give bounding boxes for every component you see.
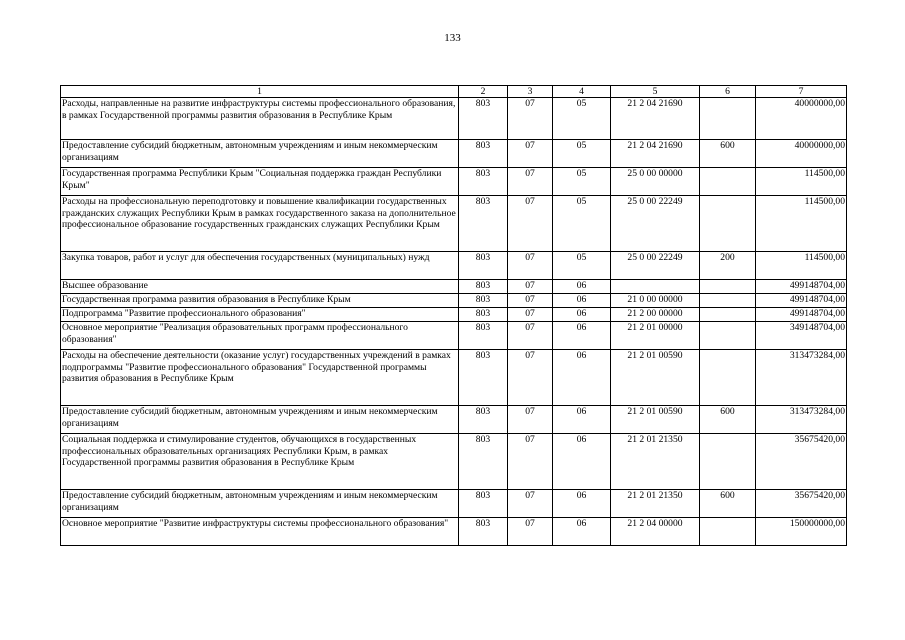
table-row <box>61 518 847 546</box>
expense-type-cell: 600 <box>700 490 756 518</box>
target-article-cell: 21 2 01 00000 <box>611 322 700 350</box>
row-name-cell: Социальная поддержка и стимулирование студентов, обучающихся в государственных профессиональных образовательных организациях Республики Крым, в рамках Государственной программы развития образования в Республике Крым <box>61 434 459 490</box>
amount-cell: 349148704,00 <box>756 322 847 350</box>
ministry-code-cell: 803 <box>459 252 508 280</box>
table-row <box>61 280 847 294</box>
target-article-cell: 21 2 01 00590 <box>611 406 700 434</box>
section-code-cell: 07 <box>508 168 553 196</box>
amount-cell: 313473284,00 <box>756 406 847 434</box>
target-article-cell: 21 2 01 21350 <box>611 434 700 490</box>
table-row <box>61 350 847 406</box>
expense-type-cell <box>700 434 756 490</box>
ministry-code-cell: 803 <box>459 406 508 434</box>
amount-cell: 114500,00 <box>756 168 847 196</box>
ministry-code-cell: 803 <box>459 350 508 406</box>
subsection-code-cell: 06 <box>553 518 611 546</box>
expense-type-cell <box>700 280 756 294</box>
row-name-cell: Расходы, направленные на развитие инфраструктуры системы профессионального образования, в рамках Государственной программы развития образования в Республике Крым <box>61 98 459 140</box>
row-name-cell: Закупка товаров, работ и услуг для обеспечения государственных (муниципальных) нужд <box>61 252 459 280</box>
subsection-code-cell: 05 <box>553 196 611 252</box>
expense-type-cell: 600 <box>700 406 756 434</box>
table-row <box>61 434 847 490</box>
row-name-cell: Государственная программа развития образования в Республике Крым <box>61 294 459 308</box>
section-code-cell: 07 <box>508 98 553 140</box>
section-code-cell: 07 <box>508 322 553 350</box>
amount-cell: 150000000,00 <box>756 518 847 546</box>
amount-cell: 35675420,00 <box>756 490 847 518</box>
ministry-code-cell: 803 <box>459 490 508 518</box>
row-name-cell: Государственная программа Республики Крым "Социальная поддержка граждан Республики Крым" <box>61 168 459 196</box>
section-code-cell: 07 <box>508 196 553 252</box>
table-row <box>61 294 847 308</box>
amount-cell: 499148704,00 <box>756 294 847 308</box>
row-name-cell: Основное мероприятие "Реализация образовательных программ профессионального образования" <box>61 322 459 350</box>
expense-type-cell <box>700 98 756 140</box>
row-name-cell: Предоставление субсидий бюджетным, автономным учреждениям и иным некоммерческим организациям <box>61 490 459 518</box>
amount-cell: 40000000,00 <box>756 140 847 168</box>
target-article-cell: 21 2 01 21350 <box>611 490 700 518</box>
table-row <box>61 406 847 434</box>
header-row <box>61 86 847 98</box>
subsection-code-cell: 05 <box>553 98 611 140</box>
amount-cell: 499148704,00 <box>756 280 847 294</box>
expense-type-cell <box>700 518 756 546</box>
row-name-cell: Высшее образование <box>61 280 459 294</box>
ministry-code-cell: 803 <box>459 168 508 196</box>
column-header: 3 <box>508 86 553 98</box>
amount-cell: 40000000,00 <box>756 98 847 140</box>
table-row <box>61 98 847 140</box>
target-article-cell: 25 0 00 00000 <box>611 168 700 196</box>
row-name-cell: Расходы на обеспечение деятельности (оказание услуг) государственных учреждений в рамках подпрограммы "Развитие профессионального образования" Государственной программы развития образования в Республике Крым <box>61 350 459 406</box>
row-name-cell: Основное мероприятие "Развитие инфраструктуры системы профессионального образования" <box>61 518 459 546</box>
section-code-cell: 07 <box>508 350 553 406</box>
ministry-code-cell: 803 <box>459 280 508 294</box>
row-name-cell: Подпрограмма "Развитие профессионального образования" <box>61 308 459 322</box>
table-row <box>61 490 847 518</box>
ministry-code-cell: 803 <box>459 140 508 168</box>
section-code-cell: 07 <box>508 294 553 308</box>
budget-table <box>60 85 847 546</box>
subsection-code-cell: 06 <box>553 434 611 490</box>
column-header: 5 <box>611 86 700 98</box>
column-header: 2 <box>459 86 508 98</box>
target-article-cell: 21 2 04 00000 <box>611 518 700 546</box>
table-row <box>61 140 847 168</box>
column-header: 6 <box>700 86 756 98</box>
section-code-cell: 07 <box>508 406 553 434</box>
ministry-code-cell: 803 <box>459 98 508 140</box>
subsection-code-cell: 05 <box>553 168 611 196</box>
ministry-code-cell: 803 <box>459 196 508 252</box>
target-article-cell: 21 2 00 00000 <box>611 308 700 322</box>
ministry-code-cell: 803 <box>459 322 508 350</box>
subsection-code-cell: 05 <box>553 140 611 168</box>
subsection-code-cell: 05 <box>553 252 611 280</box>
ministry-code-cell: 803 <box>459 434 508 490</box>
table-row <box>61 196 847 252</box>
row-name-cell: Предоставление субсидий бюджетным, автономным учреждениям и иным некоммерческим организациям <box>61 406 459 434</box>
page-number: 133 <box>444 32 461 44</box>
ministry-code-cell: 803 <box>459 308 508 322</box>
expense-type-cell <box>700 196 756 252</box>
target-article-cell: 21 2 04 21690 <box>611 140 700 168</box>
column-header: 1 <box>61 86 459 98</box>
section-code-cell: 07 <box>508 490 553 518</box>
section-code-cell: 07 <box>508 280 553 294</box>
subsection-code-cell: 06 <box>553 294 611 308</box>
expense-type-cell <box>700 322 756 350</box>
amount-cell: 35675420,00 <box>756 434 847 490</box>
target-article-cell: 21 2 04 21690 <box>611 98 700 140</box>
expense-type-cell <box>700 350 756 406</box>
table-row <box>61 308 847 322</box>
column-header: 7 <box>756 86 847 98</box>
expense-type-cell <box>700 308 756 322</box>
subsection-code-cell: 06 <box>553 280 611 294</box>
target-article-cell: 25 0 00 22249 <box>611 252 700 280</box>
expense-type-cell: 600 <box>700 140 756 168</box>
amount-cell: 313473284,00 <box>756 350 847 406</box>
amount-cell: 114500,00 <box>756 252 847 280</box>
section-code-cell: 07 <box>508 308 553 322</box>
section-code-cell: 07 <box>508 140 553 168</box>
subsection-code-cell: 06 <box>553 322 611 350</box>
column-header: 4 <box>553 86 611 98</box>
target-article-cell: 25 0 00 22249 <box>611 196 700 252</box>
ministry-code-cell: 803 <box>459 294 508 308</box>
section-code-cell: 07 <box>508 518 553 546</box>
subsection-code-cell: 06 <box>553 406 611 434</box>
subsection-code-cell: 06 <box>553 490 611 518</box>
amount-cell: 114500,00 <box>756 196 847 252</box>
expense-type-cell <box>700 294 756 308</box>
table-row <box>61 322 847 350</box>
subsection-code-cell: 06 <box>553 308 611 322</box>
expense-type-cell: 200 <box>700 252 756 280</box>
subsection-code-cell: 06 <box>553 350 611 406</box>
target-article-cell: 21 2 01 00590 <box>611 350 700 406</box>
section-code-cell: 07 <box>508 434 553 490</box>
target-article-cell <box>611 280 700 294</box>
table-row <box>61 252 847 280</box>
row-name-cell: Предоставление субсидий бюджетным, автономным учреждениям и иным некоммерческим организациям <box>61 140 459 168</box>
section-code-cell: 07 <box>508 252 553 280</box>
row-name-cell: Расходы на профессиональную переподготовку и повышение квалификации государственных гражданских служащих Республики Крым в рамках государственного заказа на дополнительное профессиональное образование государственных гражданских служащих Республики Крым <box>61 196 459 252</box>
target-article-cell: 21 0 00 00000 <box>611 294 700 308</box>
expense-type-cell <box>700 168 756 196</box>
ministry-code-cell: 803 <box>459 518 508 546</box>
table-row <box>61 168 847 196</box>
amount-cell: 499148704,00 <box>756 308 847 322</box>
